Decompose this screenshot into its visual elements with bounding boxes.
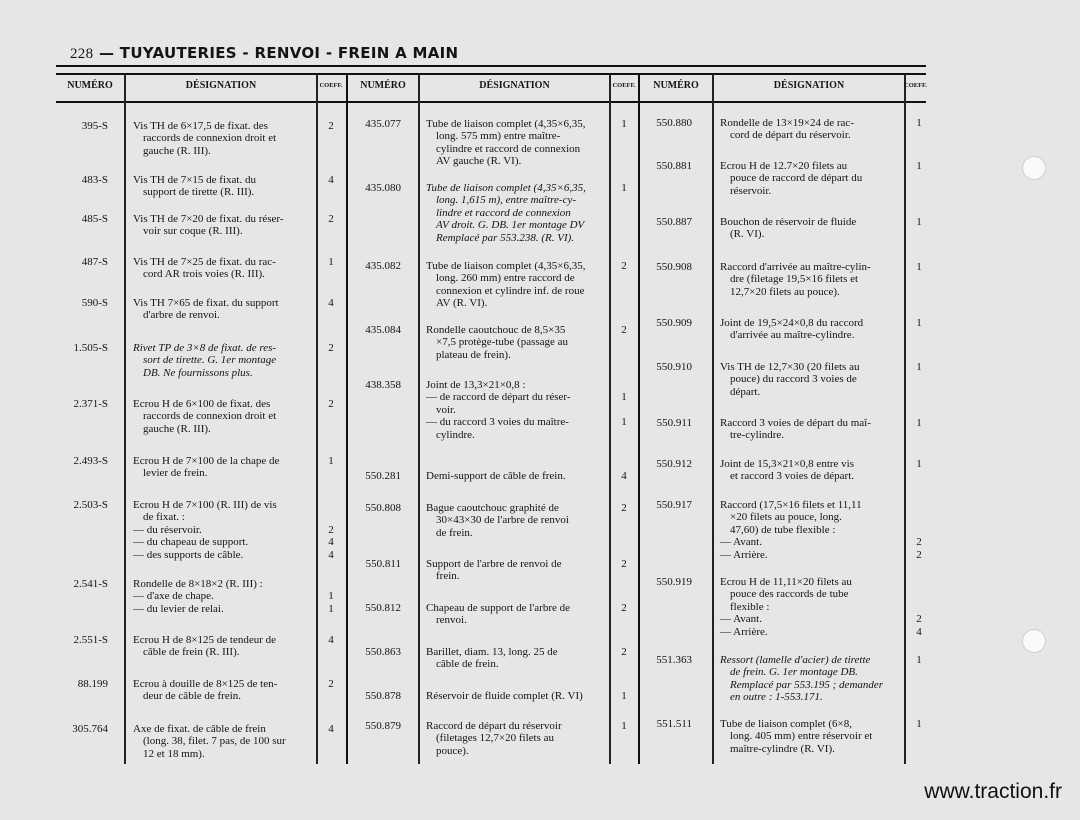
designation-line: pouce). — [436, 744, 469, 757]
designation-line: Tube de liaison complet (4,35×6,35, — [426, 182, 586, 194]
designation-line: frein. — [436, 570, 460, 583]
part-designation — [426, 720, 606, 757]
designation-line: Rondelle de 13×19×24 de rac- — [720, 117, 854, 129]
designation-line: Raccord d'arrivée au maître-cylin- — [720, 261, 871, 273]
designation-line: câble de frein. — [436, 658, 499, 671]
designation-line: gauche (R. III). — [143, 422, 211, 435]
col-divider — [904, 74, 906, 764]
designation-line: Joint de 13,3×21×0,8 : — [426, 379, 526, 391]
designation-line: dre (filetage 19,5×16 filets et — [730, 273, 859, 286]
designation-line: Joint de 19,5×24×0,8 du raccord — [720, 317, 864, 329]
designation-line: câble de frein (R. III). — [143, 646, 240, 659]
designation-line: Raccord (17,5×16 filets et 11,11 — [720, 499, 862, 511]
part-designation — [720, 458, 902, 483]
column-header-designation: DÉSIGNATION — [479, 80, 550, 91]
designation-line: flexible : — [730, 600, 770, 613]
part-designation — [426, 602, 606, 627]
coefficient: 1 — [916, 654, 922, 666]
designation-line: Chapeau de support de l'arbre de — [426, 602, 571, 614]
designation-line: (filetages 12,7×20 filets au — [436, 732, 555, 745]
part-designation — [426, 558, 606, 583]
designation-line: réservoir. — [730, 184, 772, 197]
designation-line: Ecrou à douille de 8×125 de ten- — [133, 678, 278, 690]
coefficient: 2 — [621, 260, 627, 272]
designation-line: — Avant. — [720, 536, 762, 549]
designation-line: (long. 38, filet. 7 pas, de 100 sur — [143, 735, 286, 748]
part-designation — [133, 174, 313, 199]
designation-line: Ecrou H de 6×100 de fixat. des — [133, 398, 271, 410]
designation-line: de frein. G. 1er montage DB. — [730, 666, 858, 679]
part-number: 438.358 — [365, 379, 401, 391]
coefficient: 1 — [621, 182, 627, 194]
coefficient: 4 — [328, 536, 334, 549]
part-number: 550.878 — [365, 690, 401, 702]
coefficient: 1 — [621, 720, 627, 732]
part-designation — [133, 213, 313, 238]
designation-line: cylindre et raccord de connexion — [436, 142, 581, 155]
part-designation — [426, 379, 606, 441]
coefficient: 4 — [328, 174, 334, 186]
part-number: 2.493-S — [73, 455, 108, 467]
coefficient: 1 — [328, 256, 334, 268]
col-divider — [609, 74, 611, 764]
designation-line: pouce des raccords de tube — [730, 588, 849, 601]
coefficient: 2 — [916, 613, 922, 626]
coefficient: 4 — [621, 470, 627, 482]
designation-line: Remplacé par 553.238. (R. VI). — [436, 231, 575, 244]
designation-line: 12 et 18 mm). — [143, 747, 205, 760]
part-designation — [426, 502, 606, 539]
column-header-numero: NUMÉRO — [67, 80, 113, 91]
designation-line: connexion et cylindre inf. de roue — [436, 284, 585, 297]
designation-line: long. 575 mm) entre maître- — [436, 130, 561, 143]
part-number: 483-S — [81, 174, 108, 186]
part-number: 2.503-S — [73, 499, 108, 511]
punch-hole — [1022, 156, 1046, 180]
designation-line: Vis TH de 12,7×30 (20 filets au — [720, 361, 860, 373]
designation-line: Rondelle de 8×18×2 (R. III) : — [133, 578, 263, 590]
designation-line: Joint de 15,3×21×0,8 entre vis — [720, 458, 855, 470]
part-designation — [426, 470, 606, 482]
part-designation — [133, 256, 313, 281]
part-designation — [426, 182, 606, 244]
designation-line: ×7,5 protège-tube (passage au — [436, 336, 569, 349]
designation-line: cord de départ du réservoir. — [730, 129, 851, 142]
column-header-numero: NUMÉRO — [653, 80, 699, 91]
designation-line: d'arrivée au maître-cylindre. — [730, 329, 855, 342]
column-header-coeff: COEFF. — [904, 82, 928, 89]
designation-line: lindre et raccord de connexion — [436, 206, 571, 219]
part-designation — [720, 654, 902, 704]
part-number: 550.881 — [656, 160, 692, 172]
column-header-designation: DÉSIGNATION — [773, 80, 845, 91]
designation-line: Bague caoutchouc graphité de — [426, 502, 559, 514]
part-designation — [720, 216, 902, 241]
coefficient: 2 — [621, 324, 627, 336]
designation-line: et raccord 3 voies de départ. — [730, 470, 854, 483]
designation-line: voir sur coque (R. III). — [143, 225, 243, 238]
part-designation — [133, 678, 313, 703]
coefficient: 4 — [916, 625, 922, 638]
coefficient: 1 — [328, 602, 334, 615]
part-designation — [720, 261, 902, 298]
designation-line: Rondelle caoutchouc de 8,5×35 — [426, 324, 566, 336]
designation-line: voir. — [436, 403, 456, 416]
part-number: 590-S — [81, 297, 108, 309]
part-number: 2.541-S — [73, 578, 108, 590]
part-designation — [426, 118, 606, 168]
designation-line: plateau de frein). — [436, 348, 511, 361]
part-designation — [426, 646, 606, 671]
part-designation — [720, 576, 902, 638]
part-number: 550.919 — [656, 576, 692, 588]
designation-line: Support de l'arbre de renvoi de — [426, 558, 562, 570]
part-number: 550.880 — [656, 117, 692, 129]
coefficient: 4 — [328, 634, 334, 646]
part-number: 551.511 — [656, 718, 692, 730]
part-designation — [133, 297, 313, 322]
coefficient: 2 — [621, 502, 627, 514]
designation-line: pouce de raccord de départ du — [730, 172, 863, 185]
designation-line: Vis TH 7×65 de fixat. du support — [133, 297, 279, 309]
part-designation — [720, 499, 902, 561]
part-number: 2.371-S — [73, 398, 108, 410]
coefficient: 1 — [916, 417, 922, 429]
part-designation — [133, 723, 313, 760]
part-designation — [426, 324, 606, 361]
designation-line: — du réservoir. — [133, 523, 202, 536]
designation-line: Tube de liaison complet (4,35×6,35, — [426, 118, 586, 130]
designation-line: raccords de connexion droit et — [143, 410, 277, 423]
coefficient: 2 — [621, 646, 627, 658]
col-divider — [712, 74, 714, 764]
part-number: 550.911 — [656, 417, 692, 429]
designation-line: cord AR trois voies (R. III). — [143, 268, 265, 281]
part-designation — [133, 578, 313, 615]
designation-line: AV gauche (R. VI). — [436, 155, 522, 168]
designation-line: DB. Ne fournissons plus. — [143, 366, 253, 379]
designation-line: gauche (R. III). — [143, 144, 211, 157]
designation-line: Demi-support de câble de frein. — [426, 470, 566, 482]
part-designation — [133, 120, 313, 157]
designation-line: 47,60) de tube flexible : — [730, 523, 836, 536]
coefficient: 1 — [916, 216, 922, 228]
coefficient: 1 — [328, 455, 334, 467]
designation-line: pouce) du raccord 3 voies de — [730, 373, 857, 386]
part-number: 305.764 — [72, 723, 108, 735]
coefficient: 1 — [916, 117, 922, 129]
designation-line: — de raccord de départ du réser- — [426, 391, 571, 404]
page-header — [70, 44, 458, 63]
column-header-designation: DÉSIGNATION — [185, 80, 257, 91]
coefficient: 2 — [328, 398, 334, 410]
designation-line: long. 405 mm) entre réservoir et — [730, 730, 873, 743]
col-divider — [346, 74, 348, 764]
coefficient: 2 — [916, 548, 922, 561]
part-designation — [133, 499, 313, 561]
coefficient: 2 — [328, 120, 334, 132]
part-number: 395-S — [81, 120, 108, 132]
designation-line: Tube de liaison complet (6×8, — [720, 718, 852, 730]
part-designation — [133, 398, 313, 435]
designation-line: d'arbre de renvoi. — [143, 309, 220, 322]
designation-line: — Avant. — [720, 613, 762, 626]
part-designation — [426, 260, 606, 310]
column-header-coeff: COEFF. — [319, 82, 343, 89]
part-number: 551.363 — [656, 654, 692, 666]
part-number: 1.505-S — [73, 342, 108, 354]
part-designation — [720, 417, 902, 442]
designation-line: maître-cylindre (R. VI). — [730, 742, 835, 755]
designation-line: Vis TH de 7×20 de fixat. du réser- — [133, 213, 284, 225]
designation-line: Raccord de départ du réservoir — [426, 720, 562, 732]
designation-line: ×20 filets au pouce, long. — [730, 511, 842, 524]
designation-line: — Arrière. — [720, 625, 768, 638]
part-number: 550.879 — [365, 720, 401, 732]
coefficient: 2 — [328, 678, 334, 690]
part-designation — [720, 117, 902, 142]
part-designation — [720, 718, 902, 755]
coefficient: 4 — [328, 723, 334, 735]
col-divider — [418, 74, 420, 764]
designation-line: Raccord 3 voies de départ du maî- — [720, 417, 871, 429]
part-designation — [720, 317, 902, 342]
designation-line: long. 1,615 m), entre maître-cy- — [436, 194, 577, 207]
page-title: TUYAUTERIES - RENVOI - FREIN A MAIN — [119, 44, 459, 62]
designation-line: long. 260 mm) entre raccord de — [436, 272, 575, 285]
column-header-coeff: COEFF. — [612, 82, 636, 89]
part-number: 2.551-S — [73, 634, 108, 646]
part-number: 485-S — [81, 213, 108, 225]
coefficient: 1 — [621, 416, 627, 429]
designation-line: — du raccord 3 voies du maître- — [426, 416, 569, 429]
part-number: 435.084 — [365, 324, 401, 336]
coefficient: 1 — [621, 391, 627, 404]
header-dash: — — [98, 44, 115, 62]
designation-line: Ecrou H de 11,11×20 filets au — [720, 576, 852, 588]
part-number: 550.917 — [656, 499, 692, 511]
part-number: 550.281 — [365, 470, 401, 482]
designation-line: renvoi. — [436, 614, 467, 627]
designation-line: Ressort (lamelle d'acier) de tirette — [720, 654, 871, 666]
designation-line: 12,7×20 filets au pouce). — [730, 285, 840, 298]
designation-line: levier de frein. — [143, 467, 208, 480]
designation-line: cylindre. — [436, 428, 475, 441]
designation-line: — d'axe de chape. — [133, 590, 214, 603]
designation-line: Tube de liaison complet (4,35×6,35, — [426, 260, 586, 272]
col-divider — [124, 74, 126, 764]
punch-hole — [1022, 629, 1046, 653]
part-number: 550.811 — [365, 558, 401, 570]
designation-line: — du chapeau de support. — [133, 536, 249, 549]
designation-line: AV (R. VI). — [436, 297, 488, 310]
part-designation — [133, 634, 313, 659]
designation-line: Vis TH de 7×25 de fixat. du rac- — [133, 256, 276, 268]
designation-line: Ecrou H de 7×100 de la chape de — [133, 455, 280, 467]
part-number: 550.863 — [365, 646, 401, 658]
part-number: 435.082 — [365, 260, 401, 272]
coefficient: 4 — [328, 548, 334, 561]
designation-line: Réservoir de fluide complet (R. VI) — [426, 690, 583, 702]
part-number: 550.909 — [656, 317, 692, 329]
coefficient: 1 — [916, 718, 922, 730]
header-rule-top — [56, 73, 926, 75]
designation-line: Vis TH de 6×17,5 de fixat. des — [133, 120, 268, 132]
header-rule-bottom — [56, 101, 926, 103]
column-header-numero: NUMÉRO — [360, 80, 406, 91]
designation-line: Ecrou H de 7×100 (R. III) de vis — [133, 499, 277, 511]
designation-line: en outre : 1-553.171. — [730, 691, 823, 704]
coefficient: 1 — [916, 160, 922, 172]
coefficient: 1 — [916, 458, 922, 470]
designation-line: support de tirette (R. III). — [143, 186, 255, 199]
designation-line: Ecrou H de 8×125 de tendeur de — [133, 634, 277, 646]
designation-line: sort de tirette. G. 1er montage — [143, 354, 277, 367]
designation-line: de fixat. : — [143, 511, 185, 524]
designation-line: Ecrou H de 12.7×20 filets au — [720, 160, 848, 172]
coefficient: 2 — [328, 523, 334, 536]
designation-line: (R. VI). — [730, 228, 765, 241]
coefficient: 2 — [916, 536, 922, 549]
designation-line: AV droit. G. DB. 1er montage DV — [436, 219, 585, 232]
part-number: 435.080 — [365, 182, 401, 194]
part-number: 487-S — [81, 256, 108, 268]
part-number: 550.908 — [656, 261, 692, 273]
part-designation — [133, 342, 313, 379]
designation-line: 30×43×30 de l'arbre de renvoi — [436, 514, 569, 527]
part-number: 88.199 — [77, 678, 108, 690]
designation-line: Axe de fixat. de câble de frein — [133, 723, 266, 735]
part-number: 550.812 — [365, 602, 401, 614]
designation-line: départ. — [730, 385, 761, 398]
designation-line: Remplacé par 553.195 ; demander — [730, 678, 884, 691]
designation-line: — des supports de câble. — [133, 548, 244, 561]
designation-line: Bouchon de réservoir de fluide — [720, 216, 857, 228]
coefficient: 1 — [916, 261, 922, 273]
designation-line: — Arrière. — [720, 548, 768, 561]
part-designation — [133, 455, 313, 480]
designation-line: tre-cylindre. — [730, 429, 785, 442]
coefficient: 2 — [621, 558, 627, 570]
col-divider — [316, 74, 318, 764]
coefficient: 4 — [328, 297, 334, 309]
designation-line: raccords de connexion droit et — [143, 132, 277, 145]
coefficient: 2 — [328, 213, 334, 225]
watermark: www.traction.fr — [924, 780, 1062, 803]
part-designation — [426, 690, 606, 702]
designation-line: Rivet TP de 3×8 de fixat. de res- — [133, 342, 277, 354]
part-number: 550.887 — [656, 216, 692, 228]
coefficient: 2 — [621, 602, 627, 614]
coefficient: 1 — [621, 118, 627, 130]
designation-line: — du levier de relai. — [133, 602, 224, 615]
designation-line: Vis TH de 7×15 de fixat. du — [133, 174, 256, 186]
part-number: 550.912 — [656, 458, 692, 470]
coefficient: 1 — [916, 317, 922, 329]
part-number: 435.077 — [365, 118, 401, 130]
designation-line: Barillet, diam. 13, long. 25 de — [426, 646, 558, 658]
coefficient: 1 — [328, 590, 334, 603]
top-rule — [56, 65, 926, 67]
part-number: 550.910 — [656, 361, 692, 373]
part-designation — [720, 361, 902, 398]
part-number: 550.808 — [365, 502, 401, 514]
coefficient: 1 — [916, 361, 922, 373]
coefficient: 2 — [328, 342, 334, 354]
page-number: 228 — [70, 46, 94, 62]
designation-line: de frein. — [436, 526, 473, 539]
part-designation — [720, 160, 902, 197]
coefficient: 1 — [621, 690, 627, 702]
designation-line: deur de câble de frein. — [143, 690, 242, 703]
